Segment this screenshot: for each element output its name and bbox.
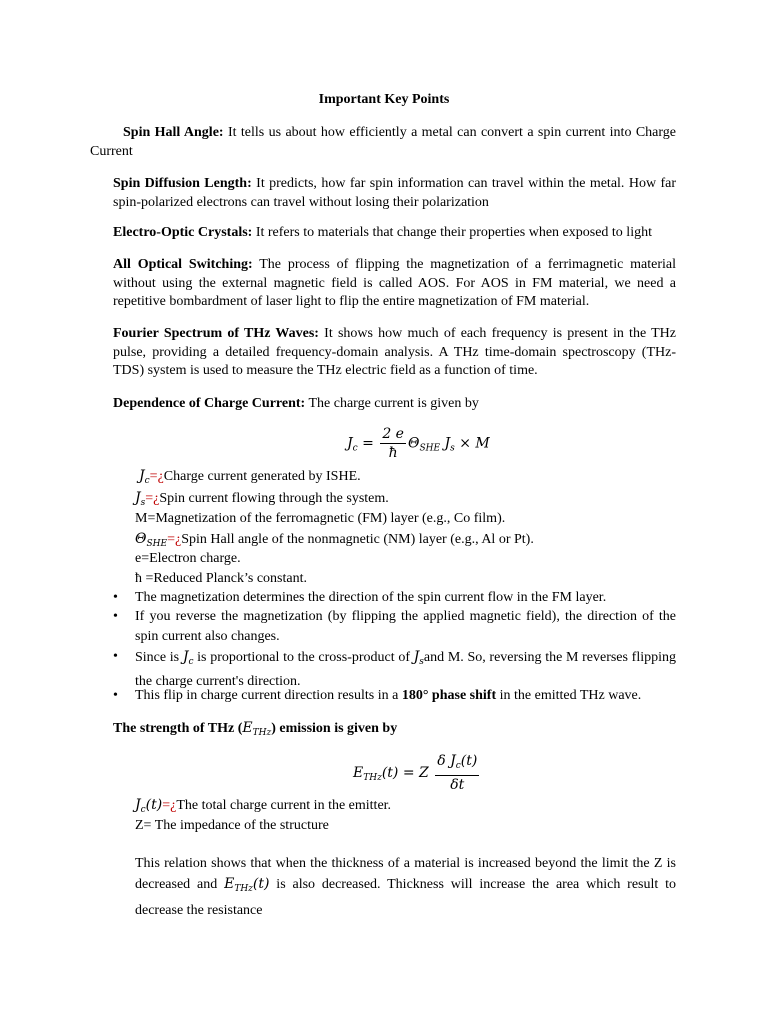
paragraph-spin-hall-angle [90, 124, 676, 161]
paragraph-closing: This relation shows that when the thickness of a material is increased beyond the limit the Z is decreased and $E_{THz}(t)$ is also decreased. Thickness will increase the area which result to decrease the resistance [135, 856, 676, 918]
definition-m: M=Magnetization of the ferromagnetic (FM) layer (e.g., Co film). [135, 511, 506, 526]
term-dependence-charge-current: Dependence of Charge Current: [113, 396, 306, 411]
paragraph-spin-diffusion-length [113, 175, 676, 212]
term-electro-optic-crystals: Electro-Optic Crystals: [113, 225, 253, 240]
text-spin-hall-angle: It tells us about how efficiently a metal can convert a spin current into Charge Current [90, 125, 676, 159]
term-all-optical-switching: All Optical Switching: [113, 257, 253, 272]
term-fourier-spectrum: Fourier Spectrum of THz Waves: [113, 326, 319, 341]
text-spin-diffusion-length: It predicts, how far spin information can travel within the metal. How far spin-polarized electrons can travel without losing their polarization [113, 176, 676, 210]
bullet-item-3: • Since is $J_c$ is proportional to the cross-product of $J_sand$ M. So, reversing the M reverses flipping the charge current's direction. [113, 649, 676, 689]
definition-z: Z= The impedance of the structure [135, 818, 329, 833]
bullet-icon: • [113, 649, 118, 664]
definition-e: e=Electron charge. [135, 551, 241, 566]
bullet-icon: • [113, 688, 118, 703]
fraction-2e-over-hbar: $\frac{2 e}{ħ}$ [382, 426, 404, 461]
term-spin-hall-angle: Spin Hall Angle: [123, 125, 224, 140]
paragraph-electro-optic-crystals [113, 224, 676, 243]
term-spin-diffusion-length: Spin Diffusion Length: [113, 176, 252, 191]
definition-theta-she: $\Theta_{SHE}=¿Spin$ Hall angle of the nonmagnetic (NM) layer (e.g., Al or Pt). [135, 531, 534, 549]
bullet-item-2: • If you reverse the magnetization (by flipping the applied magnetic field), the direction of the spin current also changes. [113, 609, 676, 644]
text-fourier-spectrum: It shows how much of each frequency is present in the THz pulse, providing a detailed frequency-domain analysis. A THz time-domain spectroscopy (THz-TDS) system is used to measure the THz electric field as a function of time. [113, 326, 676, 378]
definition-jc-t: $J_c(t)=¿The$ total charge current in the emitter. [135, 797, 392, 815]
definition-jc: $J_c=¿Charge$ current generated by ISHE. [139, 468, 361, 486]
page-title: Important Key Points [318, 92, 450, 107]
bullet-icon: • [113, 609, 118, 624]
bullet-icon: • [113, 590, 118, 605]
paragraph-dependence-charge-current [113, 395, 676, 414]
bullet-item-1: • The magnetization determines the direction of the spin current flow in the FM layer. [113, 588, 676, 608]
paragraph-all-optical-switching [113, 256, 676, 312]
definition-js: $J_s=¿Spin$ current flowing through the system. [135, 490, 389, 508]
equation-thz-strength: $E_{THz}(t) = Z$ $\frac{\delta J_c(t)}{\delta t}$ [353, 753, 478, 793]
definition-hbar: ħ =Reduced Planck’s constant. [135, 571, 307, 586]
equation-charge-current: $J_c$ = $\frac{2 e}{ħ}$ $\Theta_{SHE}$ $J_s \times M$ [347, 426, 490, 461]
paragraph-fourier-spectrum [113, 325, 676, 381]
fraction-djc-over-dt: $\frac{\delta J_c(t)}{\delta t}$ [437, 753, 478, 793]
text-all-optical-switching: The process of flipping the magnetization of a ferrimagnetic material without using the external magnetic field is called AOS. For AOS in FM material, we need a repetitive bombardment of laser light to flip the entire magnetization of FM material. [113, 257, 676, 309]
bullet-item-4: • This flip in charge current direction results in a 180° phase shift in the emitted THz wave. [113, 686, 676, 706]
heading-thz-strength: The strength of THz $(E_{THz})$ emission is given by [113, 720, 398, 738]
text-electro-optic-crystals: It refers to materials that change their properties when exposed to light [252, 225, 652, 240]
text-dependence-charge-current: The charge current is given by [305, 396, 479, 411]
